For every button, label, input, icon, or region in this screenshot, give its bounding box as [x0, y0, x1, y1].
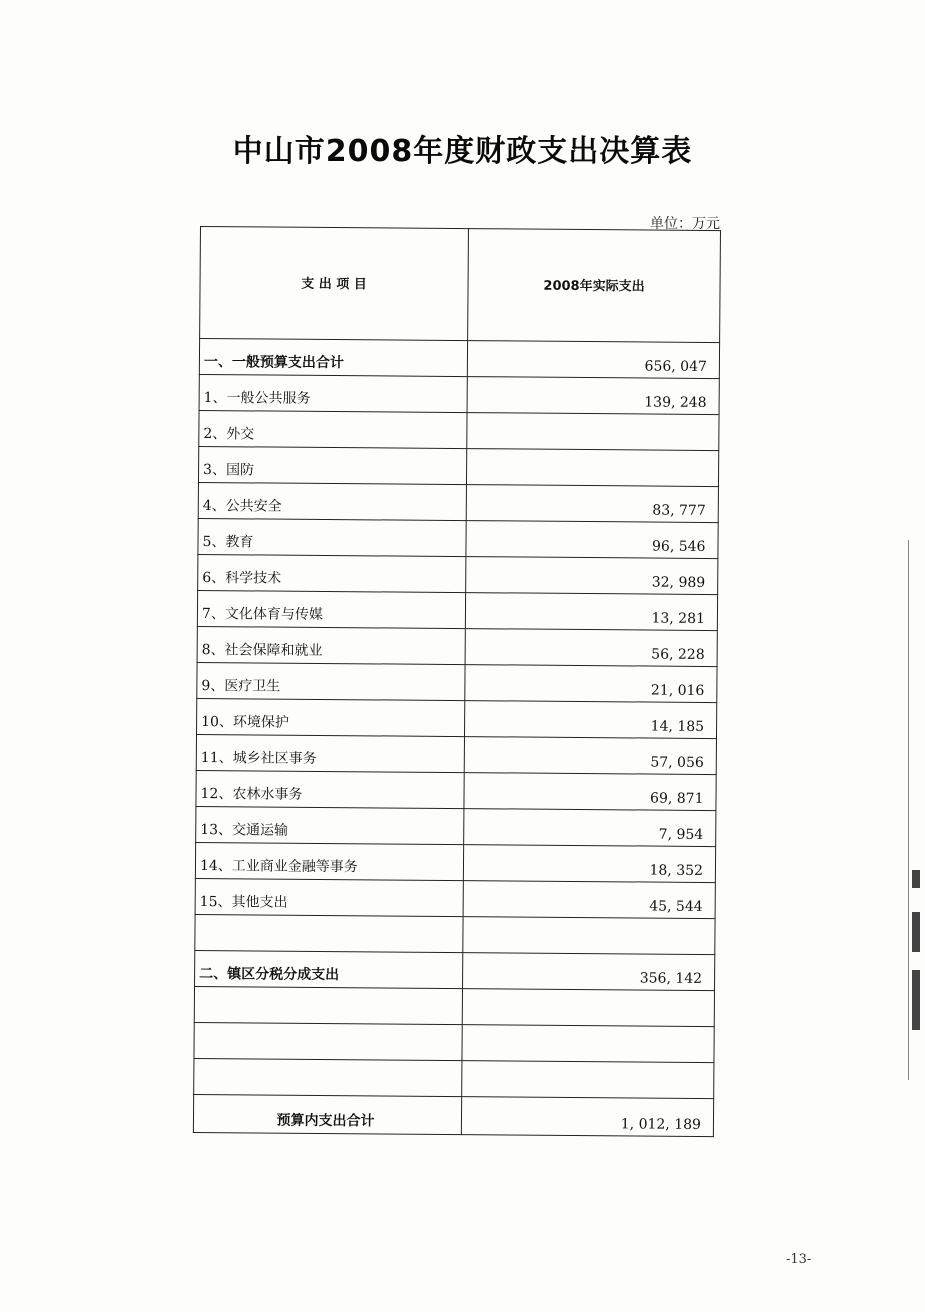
- total-row: [193, 1094, 713, 1136]
- row-value: 96, 546: [466, 521, 718, 559]
- header-amount: 2008年实际支出: [468, 229, 721, 343]
- row-value: 83, 777: [466, 485, 718, 523]
- row-label: 2、外交: [199, 410, 467, 448]
- table-row: [195, 842, 715, 882]
- total-label: 预算内支出合计: [193, 1094, 461, 1134]
- table-header-row: [200, 227, 721, 343]
- row-label: 1、一般公共服务: [199, 374, 467, 412]
- row-label: 6、科学技术: [198, 554, 466, 592]
- row-value: 656, 047: [467, 341, 719, 379]
- table-row: [198, 554, 718, 594]
- table-row: [197, 662, 717, 702]
- row-value: 7, 954: [464, 809, 716, 847]
- header-item: 支 出 项 目: [200, 227, 469, 341]
- table-row: [198, 446, 718, 486]
- unit-label: 单位：万元: [650, 216, 720, 232]
- row-label: 二、镇区分税分成支出: [195, 950, 463, 988]
- row-label: [194, 986, 462, 1024]
- row-label: [194, 1022, 462, 1060]
- row-value: [462, 1025, 714, 1063]
- table-row: [195, 950, 715, 990]
- row-label: 14、工业商业金融等事务: [195, 842, 463, 880]
- row-value: 69, 871: [464, 773, 716, 811]
- table-row: [196, 806, 716, 846]
- row-value: 56, 228: [465, 629, 717, 667]
- page-title: 中山市2008年度财政支出决算表: [232, 134, 693, 169]
- row-value: 18, 352: [463, 845, 715, 883]
- row-value: [462, 1061, 714, 1099]
- table-row: [194, 1058, 714, 1098]
- row-value: [466, 449, 718, 487]
- table-row: [196, 770, 716, 810]
- row-label: 7、文化体育与传媒: [197, 590, 465, 628]
- row-value: 32, 989: [466, 557, 718, 595]
- table-row: [197, 590, 717, 630]
- table-row: [198, 482, 718, 522]
- row-label: 8、社会保障和就业: [197, 626, 465, 664]
- total-value: 1, 012, 189: [461, 1097, 713, 1137]
- row-value: 21, 016: [465, 665, 717, 703]
- row-value: [467, 413, 719, 451]
- table-row: [199, 410, 719, 450]
- row-label: 12、农林水事务: [196, 770, 464, 808]
- table-row: [199, 339, 719, 379]
- row-value: 13, 281: [465, 593, 717, 631]
- row-label: 5、教育: [198, 518, 466, 556]
- row-value: 14, 185: [464, 701, 716, 739]
- table-row: [196, 734, 716, 774]
- scan-edge: [908, 540, 923, 1080]
- row-label: 10、环境保护: [197, 698, 465, 736]
- row-value: 139, 248: [467, 377, 719, 415]
- row-value: [463, 917, 715, 955]
- table-row: [197, 698, 717, 738]
- row-label: 3、国防: [198, 446, 466, 484]
- table-row: [194, 986, 714, 1026]
- table-row: [198, 518, 718, 558]
- row-label: 4、公共安全: [198, 482, 466, 520]
- row-value: [462, 989, 714, 1027]
- row-label: 11、城乡社区事务: [196, 734, 464, 772]
- row-label: [195, 914, 463, 952]
- row-value: 356, 142: [463, 953, 715, 991]
- table-row: [194, 1022, 714, 1062]
- row-label: 15、其他支出: [195, 878, 463, 916]
- table-row: [195, 914, 715, 954]
- page-number: -13-: [786, 1252, 812, 1267]
- table-row: [199, 374, 719, 414]
- row-label: [194, 1058, 462, 1096]
- row-value: 45, 544: [463, 881, 715, 919]
- table-row: [197, 626, 717, 666]
- row-value: 57, 056: [464, 737, 716, 775]
- row-label: 一、一般预算支出合计: [199, 339, 467, 377]
- table-row: [195, 878, 715, 918]
- row-label: 13、交通运输: [196, 806, 464, 844]
- row-label: 9、医疗卫生: [197, 662, 465, 700]
- budget-table: [193, 226, 721, 1137]
